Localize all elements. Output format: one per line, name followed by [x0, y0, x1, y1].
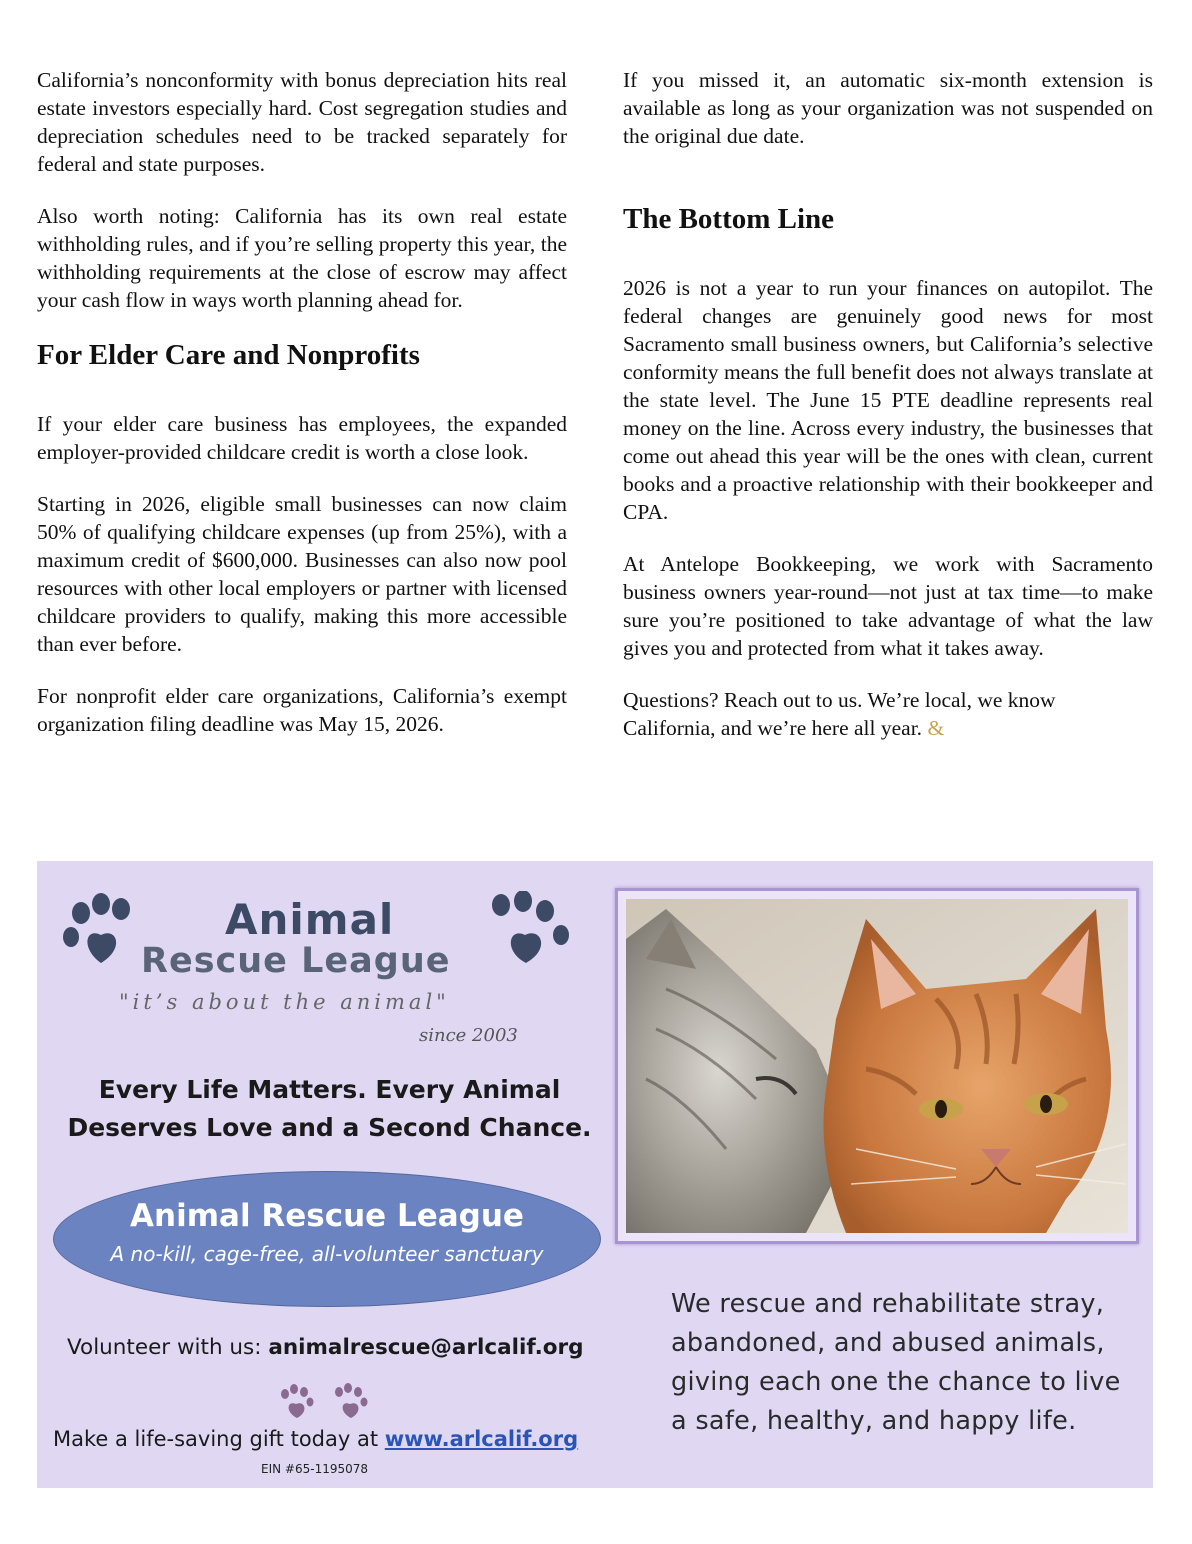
section-heading: The Bottom Line: [623, 203, 835, 235]
cats-photo-frame: [615, 888, 1139, 1244]
cats-photo: [626, 899, 1128, 1233]
paragraph: If your elder care business has employees, the expanded employer-provided childcare credit is worth a close look.: [37, 412, 567, 464]
slogan-line: Every Life Matters. Every Animal: [98, 1075, 561, 1104]
oval-title: Animal Rescue League: [130, 1198, 524, 1234]
oval-subtitle: A no-kill, cage-free, all-volunteer sanctuary: [110, 1242, 544, 1266]
volunteer-line: [67, 1335, 584, 1360]
article-left-column: [37, 66, 567, 762]
logo-subtitle: Rescue League: [141, 941, 451, 981]
section-heading: For Elder Care and Nonprofits: [37, 339, 420, 371]
logo-title: Animal: [225, 895, 395, 944]
paragraph: [623, 686, 1153, 742]
animal-rescue-ad: [37, 861, 1153, 1488]
small-paws-icon: [277, 1382, 373, 1422]
since-year: since 2003: [419, 1025, 518, 1046]
paragraph: 2026 is not a year to run your finances on autopilot. The federal changes are genuinely good news for most Sacramento small business owners, but California’s selective conformity means the full benefit does not always translate at the state level. The June 15 PTE deadline represents real money on the line. Across every industry, the businesses that come out ahead this year will be the ones with clean, current books and a proactive relationship with their bookkeeper and CPA.: [623, 276, 1153, 524]
mission-statement: We rescue and rehabilitate stray, abandoned, and abused animals, giving each one the chance to live a safe, healthy, and happy life.: [671, 1289, 1121, 1436]
gift-label: Make a life-saving gift today at: [53, 1427, 385, 1451]
ein-number: EIN #65-1195078: [261, 1462, 369, 1476]
slogan-line: Deserves Love and a Second Chance.: [67, 1113, 592, 1142]
donate-link[interactable]: www.arlcalif.org: [384, 1427, 579, 1451]
gift-line: [53, 1427, 578, 1451]
article-right-column: [623, 66, 1153, 766]
volunteer-label: Volunteer with us:: [67, 1335, 269, 1360]
sanctuary-oval: [53, 1171, 601, 1307]
paw-print-icon: [61, 891, 151, 971]
paw-print-icon: [481, 891, 576, 971]
paragraph: Starting in 2026, eligible small businesses can now claim 50% of qualifying childcare expenses (up from 25%), with a maximum credit of $600,000. Businesses can also now pool resources with other local employers or partner with licensed childcare providers to qualify, making this more accessible than ever before.: [37, 492, 567, 656]
tagline: "it’s about the animal": [119, 990, 450, 1014]
paragraph: California’s nonconformity with bonus depreciation hits real estate investors especially hard. Cost segregation studies and depreciation schedules need to be tracked separately for federal and state purposes.: [37, 68, 567, 176]
paragraph: Also worth noting: California has its own real estate withholding rules, and if you’re selling property this year, the withholding requirements at the close of escrow may affect your cash flow in ways worth planning ahead for.: [37, 204, 567, 312]
paragraph: If you missed it, an automatic six-month extension is available as long as your organization was not suspended on the original due date.: [623, 68, 1153, 148]
volunteer-email-link[interactable]: animalrescue@arlcalif.org: [268, 1335, 584, 1360]
paragraph: For nonprofit elder care organizations, California’s exempt organization filing deadline was May 15, 2026.: [37, 684, 567, 736]
paragraph: At Antelope Bookkeeping, we work with Sacramento business owners year-round—not just at tax time—to make sure you’re positioned to take advantage of what the law gives you and protected from what it takes away.: [623, 552, 1153, 660]
end-mark: &: [927, 716, 945, 740]
closing-text: Questions? Reach out to us. We’re local, we know California, and we’re here all year.: [623, 688, 1056, 740]
slogan: [57, 1071, 602, 1147]
